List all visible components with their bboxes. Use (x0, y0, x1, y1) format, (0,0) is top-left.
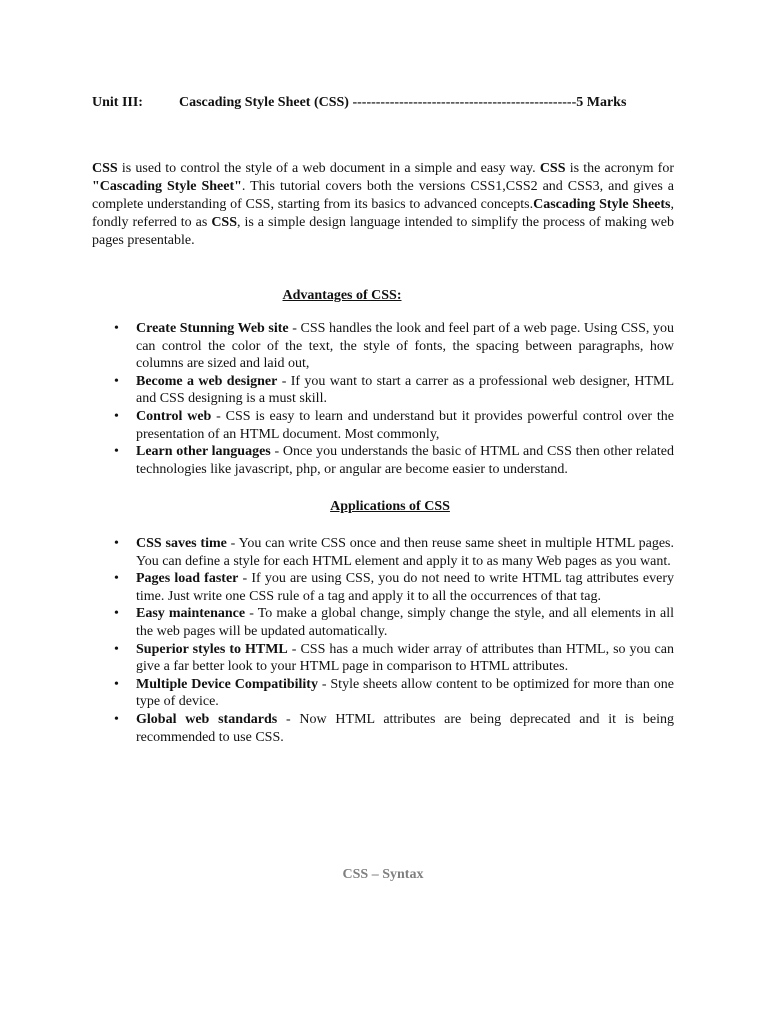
advantages-heading: Advantages of CSS: (282, 288, 402, 303)
intro-bold-1: CSS (92, 161, 118, 176)
bullet-icon: • (114, 676, 119, 692)
applications-list (92, 535, 674, 746)
item-term: Superior styles to HTML (136, 641, 288, 657)
item-text: - Now HTML attributes are being deprecated and it is being recommended to use CSS. (136, 711, 675, 745)
item-text: - If you want to start a carrer as a professional web designer, HTML and CSS designing is a must skill. (136, 373, 674, 407)
bullet-icon: • (114, 536, 119, 551)
item-text: - CSS has a much wider array of attributes than HTML, so you can give a far better look to your HTML page in comparison to HTML attributes. (136, 641, 674, 675)
item-text: - You can write CSS once and then reuse same sheet in multiple HTML pages. You can define a style for each HTML element and apply it to as many Web pages as you want. (136, 536, 674, 569)
item-text: - To make a global change, simply change the style, and all elements in all the web pages will be updated automatically. (136, 606, 674, 639)
bullet-icon: • (114, 641, 119, 657)
item-text: - Style sheets allow content to be optimized for more than one type of device. (136, 676, 674, 710)
list-item (92, 408, 674, 443)
unit-title: Cascading Style Sheet (CSS) ------------------------------------------------5 Marks (179, 95, 627, 110)
intro-bold-3: "Cascading Style Sheet" (92, 179, 242, 194)
bullet-icon: • (114, 571, 119, 587)
intro-text-3: . This tutorial covers both the versions CSS1,CSS2 and CSS3, and gives a complete understanding of CSS, starting from its basics to advanced concepts. (92, 179, 674, 212)
list-item (92, 320, 674, 373)
list-item (92, 641, 674, 676)
list-item (92, 676, 674, 711)
item-term: Create Stunning Web site (136, 321, 289, 336)
bullet-icon: • (114, 606, 119, 622)
list-item (92, 535, 674, 570)
item-text: - If you are using CSS, you do not need to write HTML tag attributes every time. Just write one CSS rule of a tag and apply it to all the occurrences of that tag. (136, 571, 674, 604)
intro-bold-5: CSS (211, 215, 237, 230)
item-text: - Once you understands the basic of HTML and CSS then other related technologies like javascript, php, or angular are become easier to understand. (136, 444, 674, 477)
intro-text-4: , fondly referred to as (92, 197, 674, 230)
intro-bold-2: CSS (539, 161, 566, 176)
item-term: Control web (136, 408, 212, 424)
unit-header (92, 94, 692, 112)
list-item (92, 711, 674, 746)
intro-text-5: , is a simple design language intended to simplify the process of making web pages presentable. (92, 215, 674, 248)
list-item (92, 605, 674, 640)
unit-label: Unit III: (92, 95, 143, 110)
list-item (92, 570, 674, 605)
item-text: - CSS handles the look and feel part of a web page. Using CSS, you can control the color of the text, the style of fonts, the spacing between paragraphs, how columns are sized and laid out, (136, 321, 674, 372)
advantages-list (92, 320, 674, 478)
item-term: Global web standards (136, 711, 278, 727)
bullet-icon: • (114, 373, 119, 389)
item-term: Easy maintenance (136, 606, 246, 622)
item-term: Learn other languages (136, 444, 271, 460)
item-term: Become a web designer (136, 373, 278, 389)
applications-heading: Applications of CSS (330, 499, 450, 514)
intro-text-2: is the acronym for (565, 161, 674, 176)
bullet-icon: • (114, 711, 119, 727)
bullet-icon: • (114, 408, 119, 424)
item-text: - CSS is easy to learn and understand but it provides powerful control over the presentation of an HTML document. Most commonly, (136, 408, 674, 442)
item-term: Pages load faster (136, 571, 239, 587)
item-term: Multiple Device Compatibility (136, 676, 318, 692)
bullet-icon: • (114, 321, 119, 336)
intro-text-1: is used to control the style of a web document in a simple and easy way. (117, 161, 540, 176)
list-item (92, 443, 674, 478)
intro-paragraph (92, 160, 674, 250)
bullet-icon: • (114, 444, 119, 460)
item-term: CSS saves time (136, 536, 227, 551)
intro-bold-4: Cascading Style Sheets (533, 197, 671, 212)
list-item (92, 373, 674, 408)
syntax-heading: CSS – Syntax (342, 867, 424, 882)
